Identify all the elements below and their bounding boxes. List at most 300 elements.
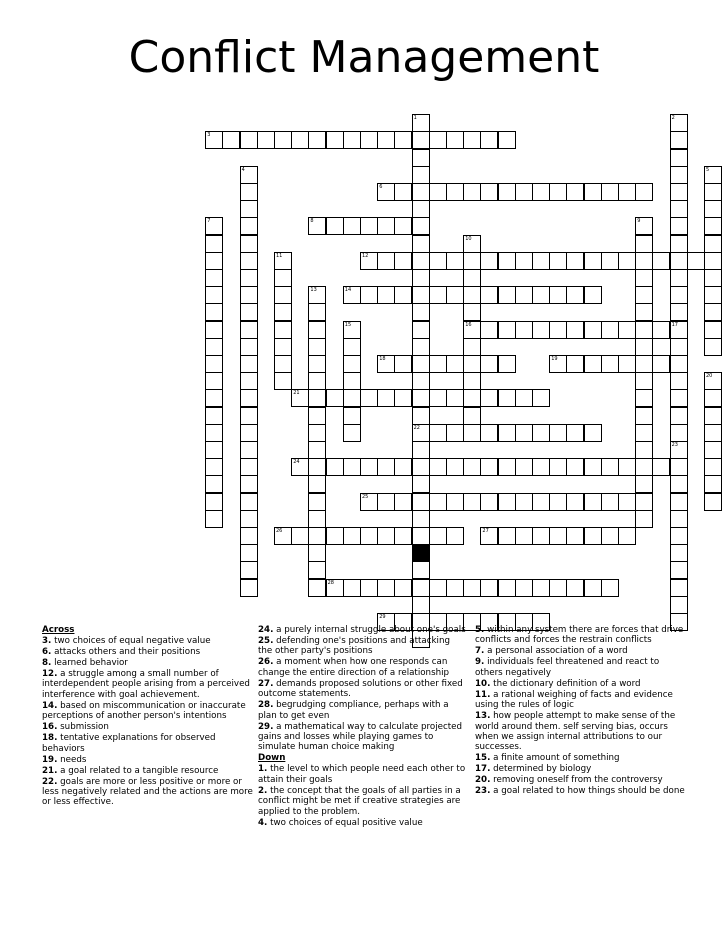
grid-cell[interactable] (480, 286, 498, 304)
grid-cell[interactable] (566, 286, 584, 304)
grid-cell[interactable] (498, 286, 516, 304)
grid-cell[interactable] (205, 286, 223, 304)
grid-cell[interactable] (205, 493, 223, 511)
grid-cell[interactable] (308, 217, 326, 235)
grid-cell[interactable] (480, 355, 498, 373)
grid-cell[interactable] (463, 493, 481, 511)
grid-cell[interactable] (635, 286, 653, 304)
grid-cell[interactable] (635, 510, 653, 528)
grid-cell[interactable] (566, 424, 584, 442)
grid-cell[interactable] (670, 166, 688, 184)
grid-cell[interactable] (566, 183, 584, 201)
grid-cell[interactable] (343, 424, 361, 442)
grid-cell[interactable] (670, 510, 688, 528)
grid-cell[interactable] (618, 493, 636, 511)
grid-cell[interactable] (308, 372, 326, 390)
grid-cell[interactable] (670, 527, 688, 545)
grid-cell[interactable] (566, 458, 584, 476)
grid-cell[interactable] (670, 389, 688, 407)
grid-cell[interactable] (343, 338, 361, 356)
grid-cell[interactable] (498, 321, 516, 339)
grid-cell[interactable] (308, 286, 326, 304)
grid-cell[interactable] (704, 493, 722, 511)
grid-cell[interactable] (549, 252, 567, 270)
grid-cell[interactable] (635, 183, 653, 201)
grid-cell[interactable] (205, 372, 223, 390)
grid-cell[interactable] (515, 321, 533, 339)
grid-cell[interactable] (205, 235, 223, 253)
grid-cell[interactable] (429, 252, 447, 270)
grid-cell[interactable] (377, 527, 395, 545)
grid-cell[interactable] (429, 355, 447, 373)
grid-cell[interactable] (463, 407, 481, 425)
grid-cell[interactable] (498, 389, 516, 407)
grid-cell[interactable] (326, 458, 344, 476)
grid-cell[interactable] (584, 579, 602, 597)
grid-cell[interactable] (205, 510, 223, 528)
grid-cell[interactable] (601, 579, 619, 597)
grid-cell[interactable] (240, 286, 258, 304)
grid-cell[interactable] (670, 269, 688, 287)
grid-cell[interactable] (326, 217, 344, 235)
grid-cell[interactable] (394, 458, 412, 476)
grid-cell[interactable] (463, 579, 481, 597)
grid-cell[interactable] (704, 200, 722, 218)
grid-cell[interactable] (618, 527, 636, 545)
grid-cell[interactable] (412, 510, 430, 528)
grid-cell[interactable] (515, 458, 533, 476)
grid-cell[interactable] (412, 561, 430, 579)
grid-cell[interactable] (446, 286, 464, 304)
grid-cell[interactable] (635, 252, 653, 270)
grid-cell[interactable] (704, 407, 722, 425)
grid-cell[interactable] (635, 303, 653, 321)
grid-cell[interactable] (498, 183, 516, 201)
grid-cell[interactable] (549, 355, 567, 373)
grid-cell[interactable] (412, 407, 430, 425)
grid-cell[interactable] (274, 303, 292, 321)
grid-cell[interactable] (240, 389, 258, 407)
grid-cell[interactable] (394, 493, 412, 511)
grid-cell[interactable] (584, 527, 602, 545)
grid-cell[interactable] (343, 372, 361, 390)
grid-cell[interactable] (308, 389, 326, 407)
grid-cell[interactable] (480, 131, 498, 149)
grid-cell[interactable] (670, 338, 688, 356)
grid-cell[interactable] (635, 389, 653, 407)
grid-cell[interactable] (670, 235, 688, 253)
grid-cell[interactable] (429, 527, 447, 545)
grid-cell[interactable] (240, 510, 258, 528)
grid-cell[interactable] (240, 561, 258, 579)
grid-cell[interactable] (704, 458, 722, 476)
grid-cell[interactable] (343, 407, 361, 425)
grid-cell[interactable] (240, 407, 258, 425)
grid-cell[interactable] (670, 131, 688, 149)
grid-cell[interactable] (412, 527, 430, 545)
grid-cell[interactable] (463, 338, 481, 356)
grid-cell[interactable] (635, 372, 653, 390)
grid-cell[interactable] (308, 493, 326, 511)
grid-cell[interactable] (394, 286, 412, 304)
grid-cell[interactable] (670, 458, 688, 476)
grid-cell[interactable] (515, 252, 533, 270)
grid-cell[interactable] (635, 458, 653, 476)
grid-cell[interactable] (670, 579, 688, 597)
grid-cell[interactable] (446, 183, 464, 201)
grid-cell[interactable] (308, 510, 326, 528)
grid-cell[interactable] (343, 321, 361, 339)
grid-cell[interactable] (394, 217, 412, 235)
grid-cell[interactable] (412, 200, 430, 218)
grid-cell[interactable] (291, 131, 309, 149)
grid-cell[interactable] (515, 183, 533, 201)
grid-cell[interactable] (205, 303, 223, 321)
grid-cell[interactable] (412, 235, 430, 253)
grid-cell[interactable] (412, 149, 430, 167)
grid-cell[interactable] (584, 458, 602, 476)
grid-cell[interactable] (360, 131, 378, 149)
grid-cell[interactable] (257, 131, 275, 149)
grid-cell[interactable] (635, 424, 653, 442)
grid-cell[interactable] (308, 475, 326, 493)
grid-cell[interactable] (308, 321, 326, 339)
grid-cell[interactable] (377, 355, 395, 373)
grid-cell[interactable] (635, 217, 653, 235)
grid-cell[interactable] (670, 544, 688, 562)
grid-cell[interactable] (343, 355, 361, 373)
grid-cell[interactable] (498, 355, 516, 373)
grid-cell[interactable] (377, 458, 395, 476)
grid-cell[interactable] (394, 527, 412, 545)
grid-cell[interactable] (205, 321, 223, 339)
grid-cell[interactable] (532, 493, 550, 511)
grid-cell[interactable] (704, 372, 722, 390)
grid-cell[interactable] (532, 286, 550, 304)
grid-cell[interactable] (635, 355, 653, 373)
grid-cell[interactable] (463, 458, 481, 476)
grid-cell[interactable] (480, 458, 498, 476)
grid-cell[interactable] (670, 303, 688, 321)
grid-cell[interactable] (532, 321, 550, 339)
grid-cell[interactable] (635, 475, 653, 493)
grid-cell[interactable] (549, 321, 567, 339)
grid-cell[interactable] (343, 458, 361, 476)
grid-cell[interactable] (549, 286, 567, 304)
grid-cell[interactable] (240, 355, 258, 373)
grid-cell[interactable] (498, 458, 516, 476)
grid-cell[interactable] (480, 493, 498, 511)
grid-cell[interactable] (498, 424, 516, 442)
grid-cell[interactable] (274, 527, 292, 545)
grid-cell[interactable] (670, 407, 688, 425)
grid-cell[interactable] (360, 252, 378, 270)
grid-cell[interactable] (704, 303, 722, 321)
grid-cell[interactable] (412, 372, 430, 390)
grid-cell[interactable] (532, 252, 550, 270)
grid-cell[interactable] (463, 389, 481, 407)
grid-cell[interactable] (205, 252, 223, 270)
grid-cell[interactable] (412, 286, 430, 304)
grid-cell[interactable] (463, 303, 481, 321)
grid-cell[interactable] (635, 269, 653, 287)
grid-cell[interactable] (704, 235, 722, 253)
grid-cell[interactable] (446, 131, 464, 149)
grid-cell[interactable] (532, 579, 550, 597)
grid-cell[interactable] (635, 441, 653, 459)
grid-cell[interactable] (584, 183, 602, 201)
grid-cell[interactable] (635, 493, 653, 511)
grid-cell[interactable] (429, 389, 447, 407)
grid-cell[interactable] (532, 389, 550, 407)
grid-cell[interactable] (377, 286, 395, 304)
grid-cell[interactable] (652, 458, 670, 476)
grid-cell[interactable] (446, 424, 464, 442)
grid-cell[interactable] (240, 544, 258, 562)
grid-cell[interactable] (618, 183, 636, 201)
grid-cell[interactable] (291, 527, 309, 545)
grid-cell[interactable] (704, 475, 722, 493)
grid-cell[interactable] (480, 424, 498, 442)
grid-cell[interactable] (308, 303, 326, 321)
grid-cell[interactable] (549, 458, 567, 476)
grid-cell[interactable] (412, 166, 430, 184)
grid-cell[interactable] (429, 493, 447, 511)
grid-cell[interactable] (377, 183, 395, 201)
grid-cell[interactable] (498, 527, 516, 545)
grid-cell[interactable] (343, 389, 361, 407)
grid-cell[interactable] (601, 183, 619, 201)
grid-cell[interactable] (205, 475, 223, 493)
grid-cell[interactable] (205, 458, 223, 476)
grid-cell[interactable] (240, 475, 258, 493)
grid-cell[interactable] (308, 579, 326, 597)
grid-cell[interactable] (566, 355, 584, 373)
grid-cell[interactable] (618, 458, 636, 476)
grid-cell[interactable] (670, 561, 688, 579)
grid-cell[interactable] (566, 579, 584, 597)
grid-cell[interactable] (515, 527, 533, 545)
grid-cell[interactable] (515, 424, 533, 442)
grid-cell[interactable] (670, 252, 688, 270)
grid-cell[interactable] (412, 321, 430, 339)
grid-cell[interactable] (549, 493, 567, 511)
grid-cell[interactable] (240, 200, 258, 218)
grid-cell[interactable] (412, 269, 430, 287)
grid-cell[interactable] (412, 441, 430, 459)
grid-cell[interactable] (480, 579, 498, 597)
grid-cell[interactable] (308, 544, 326, 562)
grid-cell[interactable] (480, 321, 498, 339)
grid-cell[interactable] (240, 269, 258, 287)
grid-cell[interactable] (652, 321, 670, 339)
grid-cell[interactable] (446, 389, 464, 407)
grid-cell[interactable] (360, 389, 378, 407)
grid-cell[interactable] (343, 131, 361, 149)
grid-cell[interactable] (480, 183, 498, 201)
grid-cell[interactable] (532, 183, 550, 201)
grid-cell[interactable] (584, 355, 602, 373)
grid-cell[interactable] (704, 252, 722, 270)
grid-cell[interactable] (601, 527, 619, 545)
grid-cell[interactable] (515, 286, 533, 304)
grid-cell[interactable] (240, 579, 258, 597)
grid-cell[interactable] (360, 458, 378, 476)
grid-cell[interactable] (394, 389, 412, 407)
grid-cell[interactable] (240, 441, 258, 459)
grid-cell[interactable] (704, 269, 722, 287)
grid-cell[interactable] (670, 183, 688, 201)
grid-cell[interactable] (205, 389, 223, 407)
grid-cell[interactable] (274, 269, 292, 287)
grid-cell[interactable] (291, 458, 309, 476)
grid-cell[interactable] (412, 114, 430, 132)
grid-cell[interactable] (670, 114, 688, 132)
grid-cell[interactable] (601, 252, 619, 270)
grid-cell[interactable] (205, 131, 223, 149)
grid-cell[interactable] (515, 579, 533, 597)
grid-cell[interactable] (377, 389, 395, 407)
grid-cell[interactable] (308, 424, 326, 442)
grid-cell[interactable] (308, 131, 326, 149)
grid-cell[interactable] (308, 561, 326, 579)
grid-cell[interactable] (566, 252, 584, 270)
grid-cell[interactable] (549, 183, 567, 201)
grid-cell[interactable] (429, 458, 447, 476)
grid-cell[interactable] (308, 441, 326, 459)
grid-cell[interactable] (463, 183, 481, 201)
grid-cell[interactable] (670, 217, 688, 235)
grid-cell[interactable] (240, 252, 258, 270)
grid-cell[interactable] (446, 527, 464, 545)
grid-cell[interactable] (566, 493, 584, 511)
grid-cell[interactable] (308, 338, 326, 356)
grid-cell[interactable] (412, 252, 430, 270)
grid-cell[interactable] (412, 355, 430, 373)
grid-cell[interactable] (240, 217, 258, 235)
grid-cell[interactable] (584, 493, 602, 511)
grid-cell[interactable] (635, 338, 653, 356)
grid-cell[interactable] (704, 166, 722, 184)
grid-cell[interactable] (240, 131, 258, 149)
grid-cell[interactable] (377, 493, 395, 511)
grid-cell[interactable] (704, 217, 722, 235)
grid-cell[interactable] (360, 527, 378, 545)
grid-cell[interactable] (601, 458, 619, 476)
grid-cell[interactable] (463, 372, 481, 390)
grid-cell[interactable] (377, 217, 395, 235)
grid-cell[interactable] (532, 527, 550, 545)
grid-cell[interactable] (205, 217, 223, 235)
grid-cell[interactable] (308, 458, 326, 476)
grid-cell[interactable] (412, 131, 430, 149)
grid-cell[interactable] (618, 355, 636, 373)
grid-cell[interactable] (670, 441, 688, 459)
grid-cell[interactable] (326, 579, 344, 597)
grid-cell[interactable] (429, 286, 447, 304)
grid-cell[interactable] (687, 252, 705, 270)
grid-cell[interactable] (618, 321, 636, 339)
grid-cell[interactable] (240, 338, 258, 356)
grid-cell[interactable] (670, 286, 688, 304)
grid-cell[interactable] (670, 200, 688, 218)
grid-cell[interactable] (463, 286, 481, 304)
grid-cell[interactable] (635, 407, 653, 425)
grid-cell[interactable] (463, 235, 481, 253)
grid-cell[interactable] (635, 321, 653, 339)
grid-cell[interactable] (394, 183, 412, 201)
grid-cell[interactable] (360, 493, 378, 511)
grid-cell[interactable] (412, 424, 430, 442)
grid-cell[interactable] (532, 458, 550, 476)
grid-cell[interactable] (222, 131, 240, 149)
grid-cell[interactable] (601, 321, 619, 339)
grid-cell[interactable] (240, 527, 258, 545)
grid-cell[interactable] (343, 527, 361, 545)
grid-cell[interactable] (274, 252, 292, 270)
grid-cell[interactable] (308, 527, 326, 545)
grid-cell[interactable] (274, 355, 292, 373)
grid-cell[interactable] (446, 579, 464, 597)
grid-cell[interactable] (308, 355, 326, 373)
grid-cell[interactable] (618, 252, 636, 270)
grid-cell[interactable] (446, 252, 464, 270)
grid-cell[interactable] (377, 579, 395, 597)
grid-cell[interactable] (240, 303, 258, 321)
grid-cell[interactable] (480, 252, 498, 270)
grid-cell[interactable] (704, 183, 722, 201)
grid-cell[interactable] (704, 441, 722, 459)
grid-cell[interactable] (291, 389, 309, 407)
grid-cell[interactable] (670, 424, 688, 442)
grid-cell[interactable] (240, 321, 258, 339)
grid-cell[interactable] (326, 389, 344, 407)
grid-cell[interactable] (446, 355, 464, 373)
grid-cell[interactable] (240, 493, 258, 511)
grid-cell[interactable] (463, 269, 481, 287)
grid-cell[interactable] (343, 286, 361, 304)
grid-cell[interactable] (584, 424, 602, 442)
grid-cell[interactable] (343, 217, 361, 235)
grid-cell[interactable] (566, 321, 584, 339)
grid-cell[interactable] (205, 338, 223, 356)
grid-cell[interactable] (240, 183, 258, 201)
grid-cell[interactable] (394, 355, 412, 373)
grid-cell[interactable] (274, 131, 292, 149)
grid-cell[interactable] (670, 596, 688, 614)
grid-cell[interactable] (670, 475, 688, 493)
grid-cell[interactable] (652, 252, 670, 270)
grid-cell[interactable] (360, 217, 378, 235)
grid-cell[interactable] (670, 149, 688, 167)
grid-cell[interactable] (360, 286, 378, 304)
grid-cell[interactable] (274, 286, 292, 304)
grid-cell[interactable] (429, 183, 447, 201)
grid-cell[interactable] (412, 579, 430, 597)
grid-cell[interactable] (412, 493, 430, 511)
grid-cell[interactable] (670, 372, 688, 390)
grid-cell[interactable] (498, 493, 516, 511)
grid-cell[interactable] (515, 493, 533, 511)
grid-cell[interactable] (670, 493, 688, 511)
grid-cell[interactable] (429, 131, 447, 149)
grid-cell[interactable] (274, 338, 292, 356)
grid-cell[interactable] (566, 527, 584, 545)
grid-cell[interactable] (670, 321, 688, 339)
grid-cell[interactable] (446, 458, 464, 476)
grid-cell[interactable] (601, 355, 619, 373)
grid-cell[interactable] (549, 579, 567, 597)
